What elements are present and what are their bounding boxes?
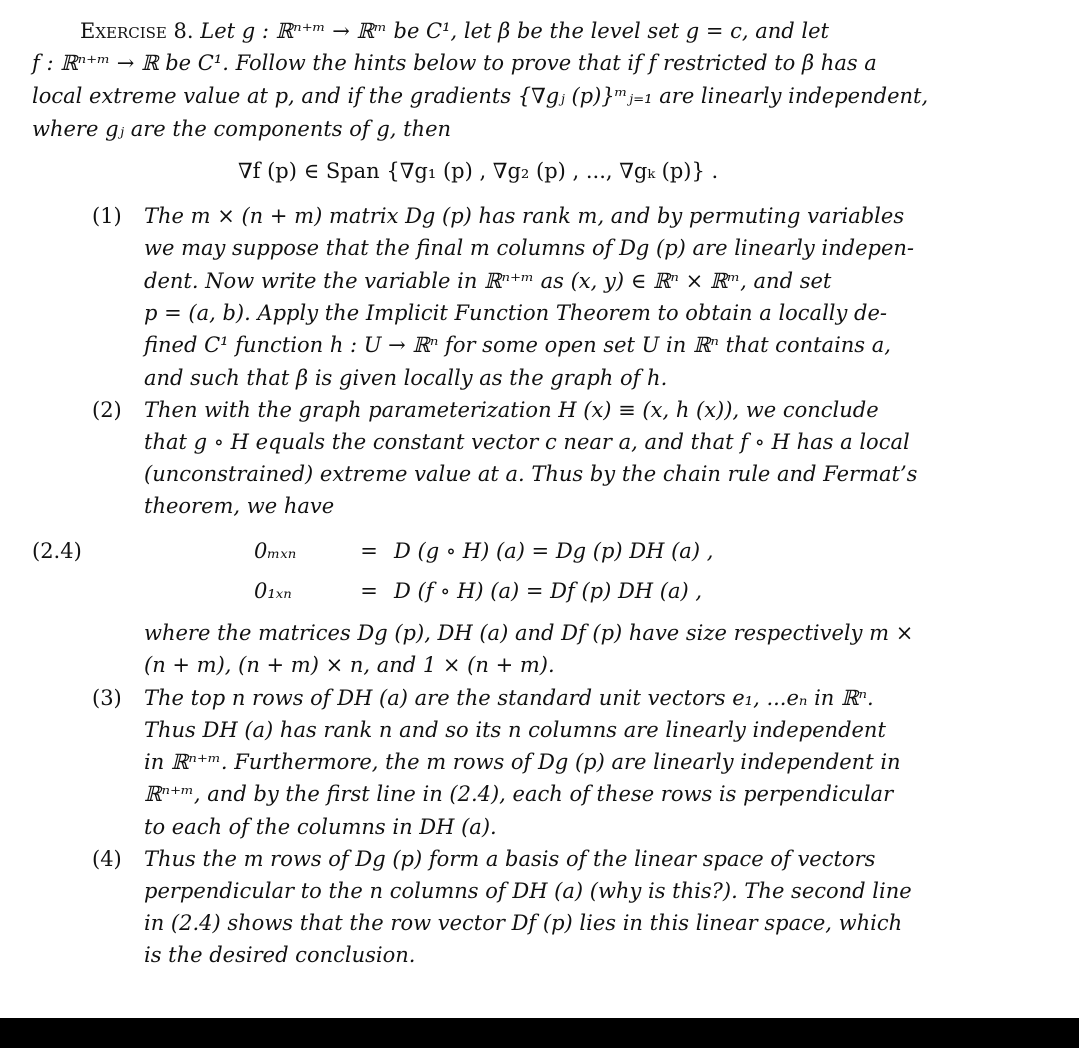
hint-1-number: (1) xyxy=(92,204,122,228)
hint-1-line-4: p = (a, b). Apply the Implicit Function Theorem to obtain a locally de- xyxy=(144,301,888,325)
exercise-intro-line-1 xyxy=(80,18,829,44)
hint-2-line-4: theorem, we have xyxy=(144,494,335,518)
hint-3-line-3: in ℝⁿ⁺ᵐ. Furthermore, the m rows of Dg (p) are linearly independent in xyxy=(144,750,901,774)
hint-3-number: (3) xyxy=(92,686,122,710)
hint-3-line-1: The top n rows of DH (a) are the standard unit vectors e₁, ...eₙ in ℝⁿ. xyxy=(144,686,874,710)
hint-1-line-6: and such that β is given locally as the graph of h. xyxy=(144,366,668,390)
equation-row-1-lhs: 0ₘₓₙ xyxy=(254,539,297,563)
exercise-heading: Exercise 8. xyxy=(80,19,194,43)
hint-4-line-4: is the desired conclusion. xyxy=(144,943,416,967)
hint-2-number: (2) xyxy=(92,398,122,422)
equation-row-2-lhs: 0₁ₓₙ xyxy=(254,579,292,603)
equation-label: (2.4) xyxy=(32,539,82,563)
exercise-intro-text-1: Let g : ℝⁿ⁺ᵐ → ℝᵐ be C¹, let β be the level set g = c, and let xyxy=(200,19,829,43)
equation-row-2-rhs: D (f ∘ H) (a) = Df (p) DH (a) , xyxy=(394,579,703,603)
hint-3-line-2: Thus DH (a) has rank n and so its n columns are linearly independent xyxy=(144,718,886,742)
exercise-intro-line-2: f : ℝⁿ⁺ᵐ → ℝ be C¹. Follow the hints below to prove that if f restricted to β has a xyxy=(32,51,877,75)
hint-2-line-2: that g ∘ H equals the constant vector c near a, and that f ∘ H has a local xyxy=(144,430,910,454)
main-equation: ∇f (p) ∈ Span {∇g₁ (p) , ∇g₂ (p) , ..., ∇gₖ (p)} . xyxy=(238,159,719,183)
exercise-intro-line-3: local extreme value at p, and if the gradients {∇gⱼ (p)}ᵐⱼ₌₁ are linearly independent, xyxy=(32,84,929,108)
hint-4-line-1: Thus the m rows of Dg (p) form a basis of the linear space of vectors xyxy=(144,847,876,871)
hint-3-line-5: to each of the columns in DH (a). xyxy=(144,815,497,839)
equation-row-1-rhs: D (g ∘ H) (a) = Dg (p) DH (a) , xyxy=(394,539,714,563)
hint-4-line-2: perpendicular to the n columns of DH (a) (why is this?). The second line xyxy=(144,879,912,903)
equation-row-2-rel: = xyxy=(360,579,378,603)
matrix-sizes-line-2: (n + m), (n + m) × n, and 1 × (n + m). xyxy=(144,653,555,677)
hint-2-line-3: (unconstrained) extreme value at a. Thus by the chain rule and Fermat’s xyxy=(144,462,918,486)
equation-row-1 xyxy=(254,538,713,564)
matrix-sizes-line-1: where the matrices Dg (p), DH (a) and Df (p) have size respectively m × xyxy=(144,621,914,645)
hint-1-line-1: The m × (n + m) matrix Dg (p) has rank m, and by permuting variables xyxy=(144,204,905,228)
exercise-intro-line-4: where gⱼ are the components of g, then xyxy=(32,117,452,141)
hint-4-line-3: in (2.4) shows that the row vector Df (p) lies in this linear space, which xyxy=(144,911,903,935)
hint-1-line-3: dent. Now write the variable in ℝⁿ⁺ᵐ as (x, y) ∈ ℝⁿ × ℝᵐ, and set xyxy=(144,269,832,293)
equation-row-1-rel: = xyxy=(360,539,378,563)
equation-row-2 xyxy=(254,578,702,604)
hint-1-line-2: we may suppose that the final m columns of Dg (p) are linearly indepen- xyxy=(144,236,915,260)
hint-2-line-1: Then with the graph parameterization H (x) ≡ (x, h (x)), we conclude xyxy=(144,398,879,422)
hint-1-line-5: fined C¹ function h : U → ℝⁿ for some open set U in ℝⁿ that contains a, xyxy=(144,333,891,357)
hint-4-number: (4) xyxy=(92,847,122,871)
hint-3-line-4: ℝⁿ⁺ᵐ, and by the first line in (2.4), each of these rows is perpendicular xyxy=(144,782,894,806)
